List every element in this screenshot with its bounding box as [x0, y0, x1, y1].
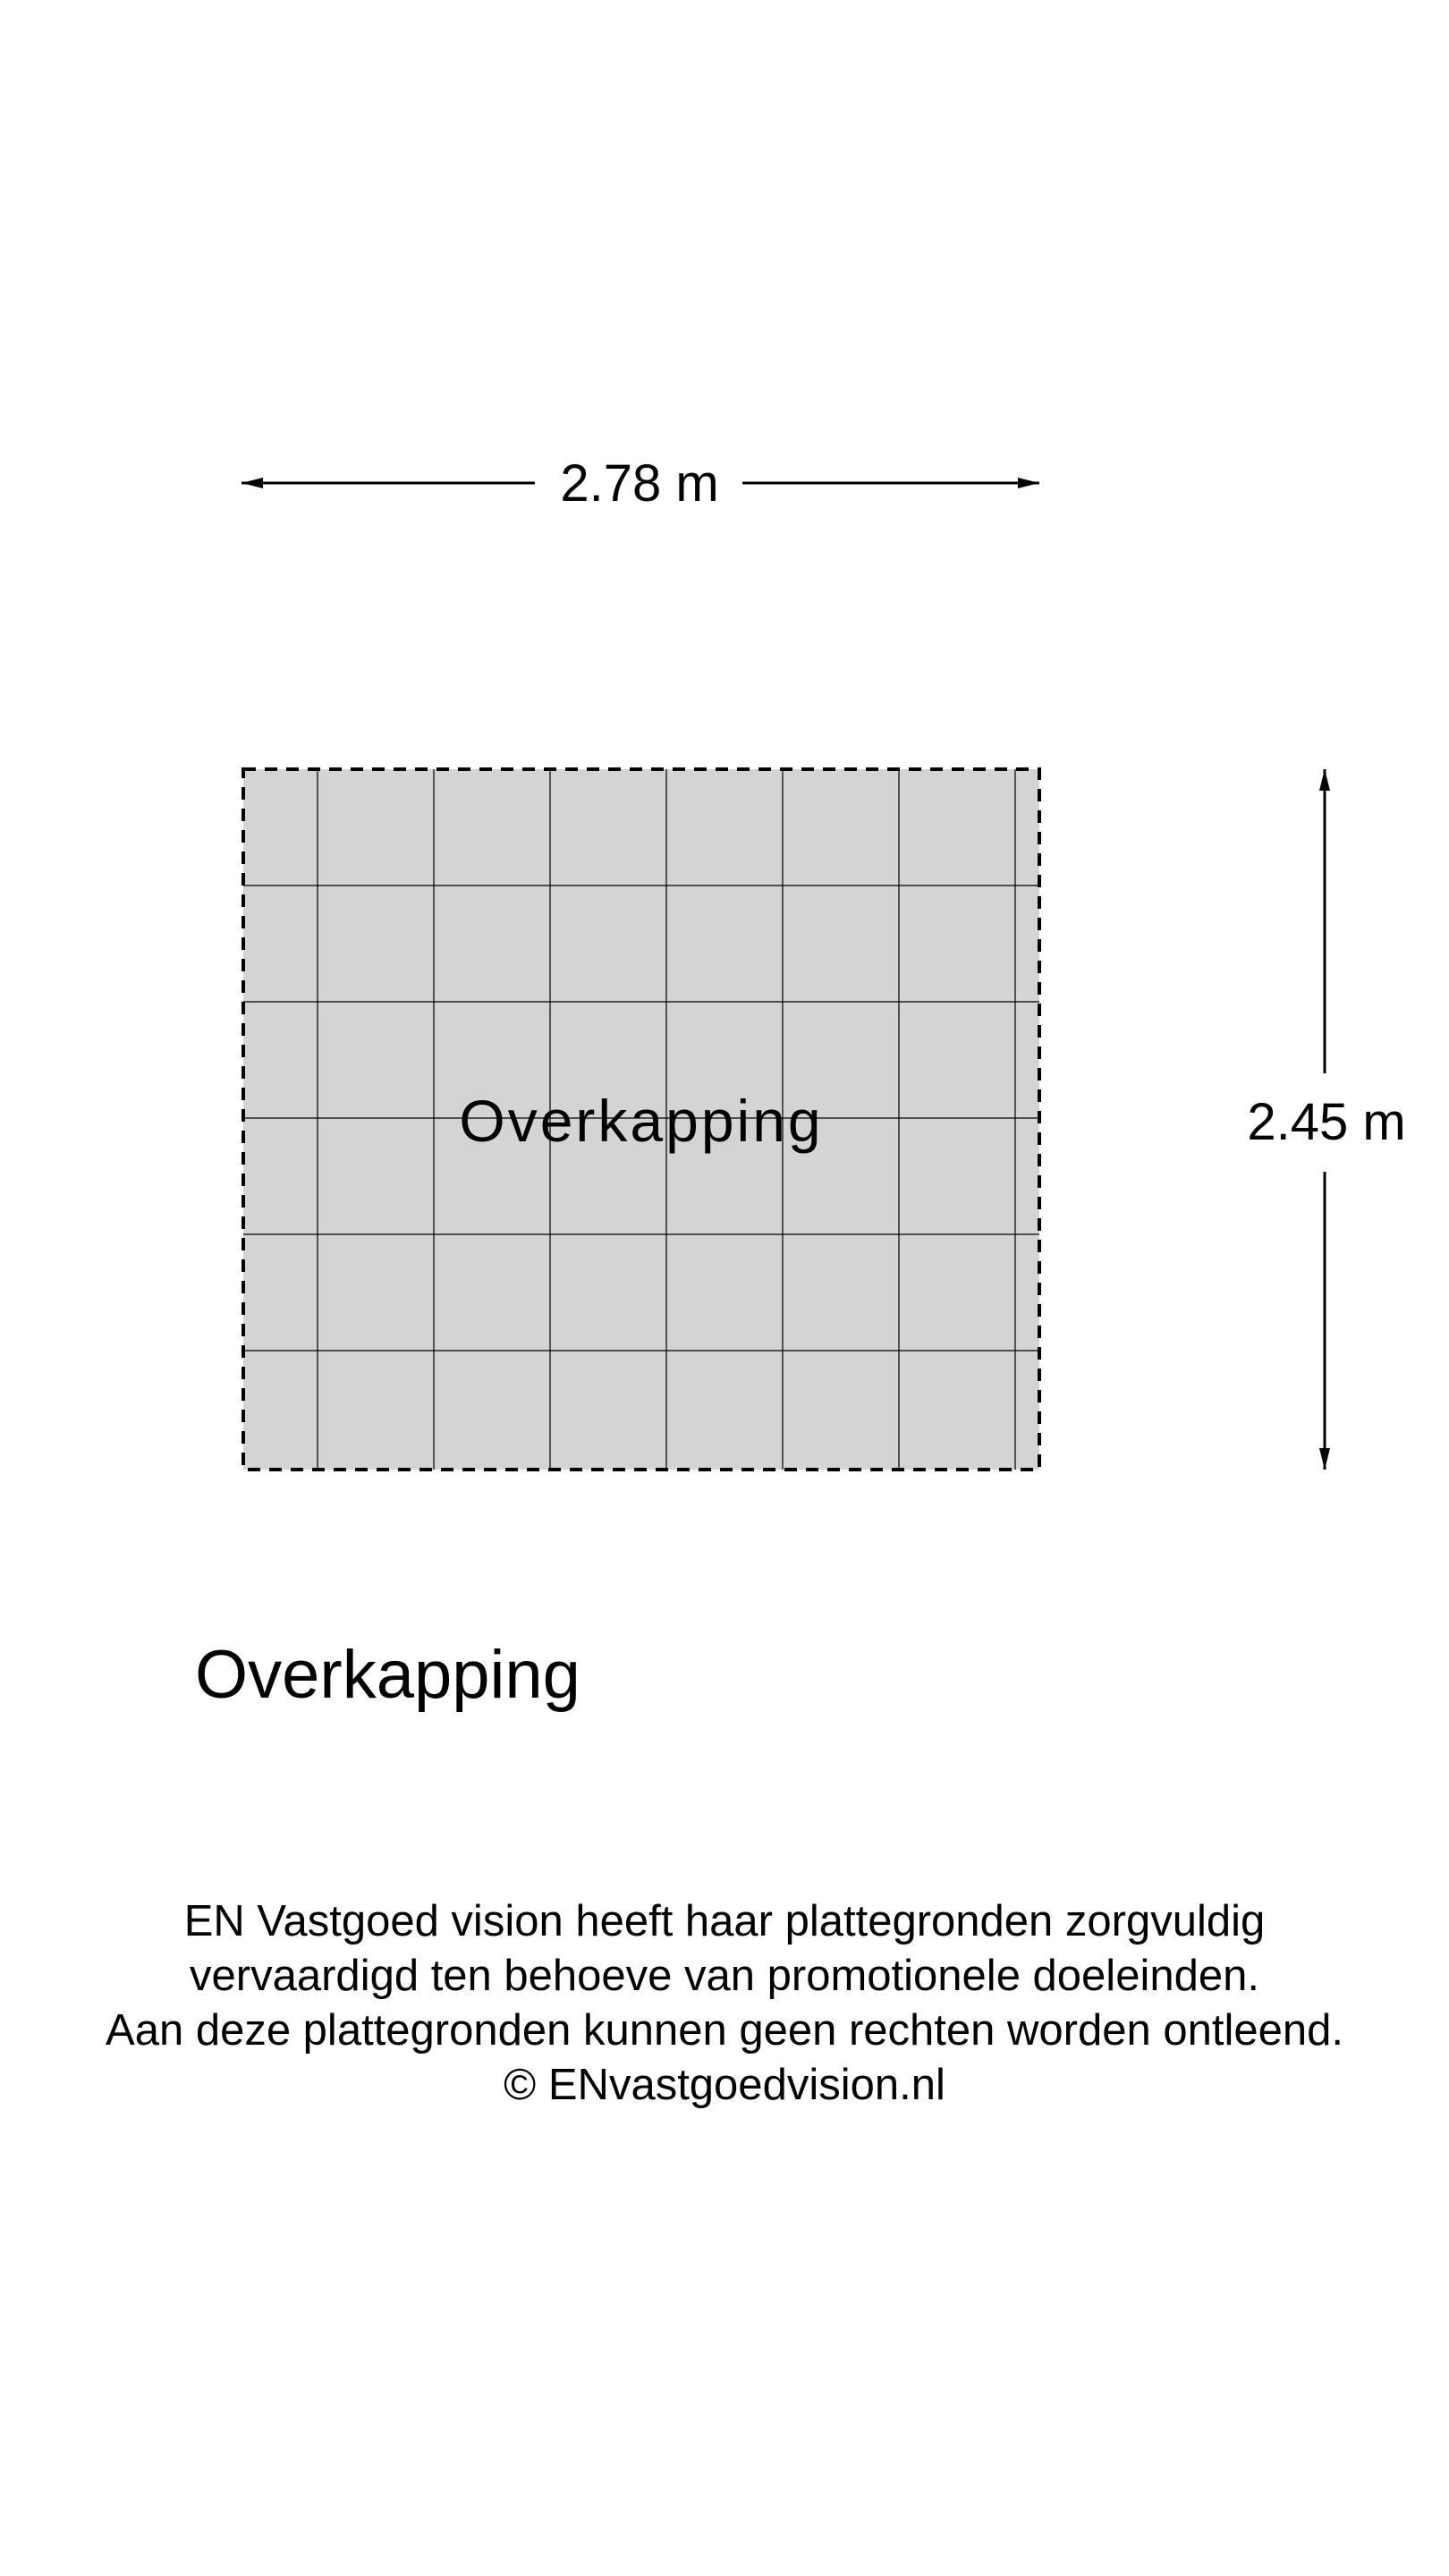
width-dimension-label: 2.78 m — [560, 454, 719, 513]
room-overkapping — [243, 769, 1039, 1470]
depth-dimension — [1247, 769, 1405, 1470]
disclaimer — [0, 1894, 1449, 2113]
width-dimension — [242, 454, 1039, 513]
disclaimer-line: Aan deze plattegronden kunnen geen rechten worden ontleend. — [106, 2006, 1343, 2055]
copyright-line: © ENvastgoedvision.nl — [504, 2061, 945, 2109]
room-label: Overkapping — [459, 1088, 824, 1154]
disclaimer-line: EN Vastgoed vision heeft haar plattegronden zorgvuldig — [183, 1897, 1266, 1945]
depth-dimension-label: 2.45 m — [1247, 1093, 1406, 1151]
floor-title: Overkapping — [195, 1637, 580, 1713]
disclaimer-line: vervaardigd ten behoeve van promotionele doeleinden. — [190, 1952, 1259, 2000]
